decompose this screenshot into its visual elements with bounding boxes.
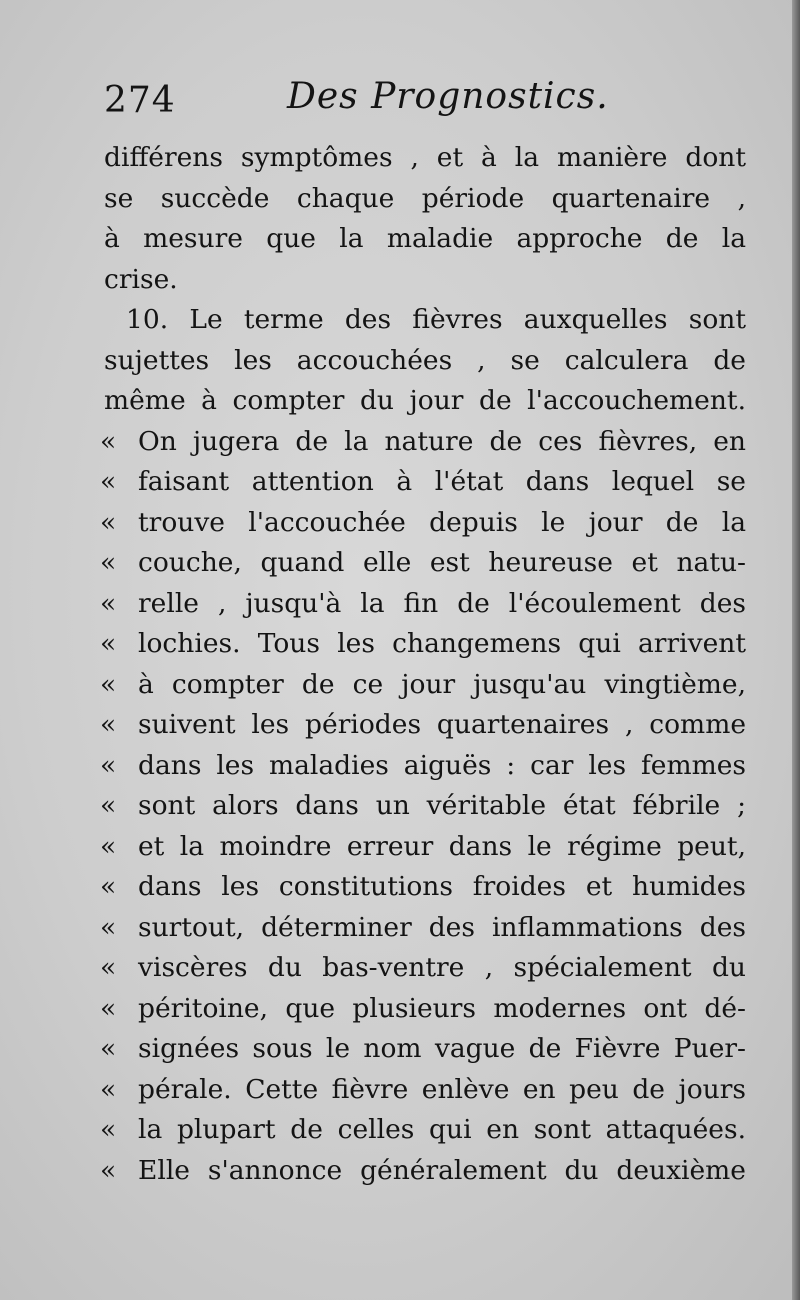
quoted-line: « la plupart de celles qui en sont attaquées. xyxy=(104,1110,746,1151)
quote-mark: « xyxy=(100,628,117,659)
quote-mark: « xyxy=(100,1114,117,1145)
quote-mark: « xyxy=(100,911,117,943)
text-line: sujettes les accouchées , se calculera de xyxy=(104,344,746,376)
quoted-line: « viscères du bas-ventre , spécialement du xyxy=(104,948,746,989)
quote-mark: « xyxy=(100,1033,117,1064)
quote-mark: « xyxy=(100,1154,117,1186)
text-line: crise. xyxy=(104,263,178,295)
quoted-line: « lochies. Tous les changemens qui arrivent xyxy=(104,624,746,665)
quoted-line: « On jugera de la nature de ces fièvres, en xyxy=(104,422,746,463)
text-line: à mesure que la maladie approche de la xyxy=(104,223,746,254)
quote-mark: « xyxy=(100,506,117,538)
quote-mark: « xyxy=(100,992,117,1024)
quoted-line: « dans les constitutions froides et humides xyxy=(104,867,746,908)
page-header xyxy=(104,76,704,126)
quote-mark: « xyxy=(100,1073,117,1105)
quote-mark: « xyxy=(100,830,117,862)
quoted-line: « et la moindre erreur dans le régime peut, xyxy=(104,827,746,868)
body-text xyxy=(100,138,746,1191)
quote-mark: « xyxy=(100,749,117,781)
quoted-line: « sont alors dans un véritable état fébrile ; xyxy=(104,786,746,827)
quoted-line: « suivent les périodes quartenaires , comme xyxy=(104,705,746,746)
text-line: différens symptômes , et à la manière dont xyxy=(104,142,746,173)
quote-mark: « xyxy=(100,587,117,619)
quoted-line: « Elle s'annonce généralement du deuxième xyxy=(104,1151,746,1192)
quote-mark: « xyxy=(100,790,117,821)
quote-mark: « xyxy=(100,466,117,497)
quoted-line: « signées sous le nom vague de Fièvre Puer- xyxy=(104,1029,746,1070)
quote-mark: « xyxy=(100,547,117,578)
quote-mark: « xyxy=(100,871,117,902)
quoted-line: « faisant attention à l'état dans lequel se xyxy=(104,462,746,503)
quoted-line: « surtout, déterminer des inflammations des xyxy=(104,908,746,949)
quoted-line: « péritoine, que plusieurs modernes ont dé- xyxy=(104,989,746,1030)
paragraph-start-line: 10. Le terme des fièvres auxquelles sont xyxy=(126,304,746,335)
page-edge xyxy=(792,0,800,1300)
quoted-line: « dans les maladies aiguës : car les femmes xyxy=(104,746,746,787)
quoted-line: « trouve l'accouchée depuis le jour de la xyxy=(104,503,746,544)
quoted-line: « couche, quand elle est heureuse et natu- xyxy=(104,543,746,584)
quote-mark: « xyxy=(100,952,117,983)
quoted-line: « relle , jusqu'à la fin de l'écoulement des xyxy=(104,584,746,625)
text-line: même à compter du jour de l'accouchement. xyxy=(104,385,746,416)
quoted-line: « à compter de ce jour jusqu'au vingtième, xyxy=(104,665,746,706)
running-title: Des Prognostics. xyxy=(287,76,609,117)
page-number: 274 xyxy=(104,80,176,121)
quote-mark: « xyxy=(100,668,117,700)
quoted-line: « pérale. Cette fièvre enlève en peu de jours xyxy=(104,1070,746,1111)
quote-mark: « xyxy=(100,425,117,457)
quote-mark: « xyxy=(100,709,117,740)
text-line: se succède chaque période quartenaire , xyxy=(104,182,746,214)
